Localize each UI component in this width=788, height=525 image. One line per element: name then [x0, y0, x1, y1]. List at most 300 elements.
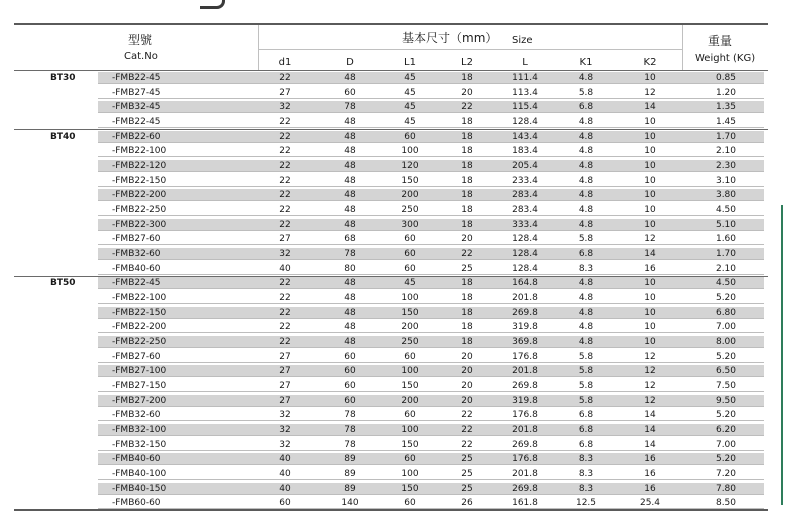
cell-L1: 250	[401, 204, 419, 215]
header-col-K1: K1	[579, 57, 593, 68]
cell-L2: 18	[461, 161, 473, 171]
cell-d1: 22	[279, 204, 291, 215]
cell-L2: 20	[461, 234, 473, 245]
cell-L1: 200	[401, 395, 419, 406]
cell-K2: 10	[644, 175, 656, 186]
cell-K1: 4.8	[578, 322, 594, 333]
cell-L1: 200	[401, 322, 419, 333]
cell-d1: 22	[279, 292, 291, 303]
cell-K1: 5.8	[578, 366, 594, 377]
cell-L: 164.8	[512, 278, 538, 289]
cell-L1: 150	[401, 307, 419, 318]
table-row	[0, 351, 788, 363]
cell-D: 80	[344, 263, 356, 274]
cell-w: 3.80	[715, 190, 737, 201]
table-row	[0, 395, 788, 407]
cell-K1: 4.8	[578, 175, 594, 186]
cell-w: 6.50	[715, 366, 737, 377]
cell-w: 1.70	[715, 248, 737, 259]
cell-w: 1.45	[715, 117, 737, 127]
cell-w: 1.70	[715, 131, 737, 142]
cell-K1: 5.8	[578, 380, 594, 391]
cell-K1: 6.8	[578, 439, 594, 450]
cell-D: 140	[341, 498, 359, 509]
cell-d1: 22	[279, 190, 291, 201]
header-cat-no: Cat.No	[124, 51, 158, 62]
cell-d1: 32	[279, 439, 291, 450]
cell-w: 5.10	[715, 219, 737, 230]
table-row	[0, 483, 788, 495]
cell-L: 201.8	[512, 366, 538, 377]
cell-D: 48	[344, 278, 356, 289]
cell-L: 128.4	[512, 248, 538, 259]
cell-L: 269.8	[512, 439, 538, 450]
cell-L2: 20	[461, 87, 473, 98]
cell-d1: 27	[279, 234, 291, 245]
table-row	[0, 424, 788, 436]
cell-K1: 12.5	[575, 498, 597, 509]
cell-L: 205.4	[512, 161, 538, 171]
cell-L: 201.8	[512, 292, 538, 303]
cell-L2: 18	[461, 322, 473, 333]
cell-K1: 5.8	[578, 395, 594, 406]
cell-L1: 100	[401, 424, 419, 435]
cell-L2: 18	[461, 292, 473, 303]
cell-L1: 60	[404, 351, 416, 362]
cell-K2: 10	[644, 131, 656, 142]
table-row	[0, 409, 788, 421]
cell-cat-no: -FMB40-150	[112, 483, 167, 494]
cell-L2: 18	[461, 336, 473, 347]
cell-d1: 32	[279, 424, 291, 435]
cell-d1: 22	[279, 322, 291, 333]
cell-cat-no: -FMB22-100	[112, 292, 167, 303]
cell-D: 78	[344, 439, 356, 450]
cell-d1: 40	[279, 468, 291, 479]
cell-L1: 45	[404, 102, 416, 113]
group-label: BT40	[50, 131, 76, 142]
cell-L1: 60	[404, 498, 416, 509]
cell-L2: 22	[461, 248, 473, 259]
cell-D: 60	[344, 366, 356, 377]
header-col-L: L	[522, 57, 528, 68]
table-row	[0, 233, 788, 245]
cell-cat-no: -FMB32-60	[112, 410, 161, 421]
cell-L1: 150	[401, 175, 419, 186]
cell-L2: 22	[461, 439, 473, 450]
cell-w: 9.50	[715, 395, 737, 406]
cell-D: 48	[344, 204, 356, 215]
cell-D: 48	[344, 190, 356, 201]
table-row	[0, 160, 788, 172]
cell-K2: 10	[644, 278, 656, 289]
header-weight-cn: 重量	[708, 34, 733, 48]
cell-w: 7.80	[715, 483, 737, 494]
cell-K2: 16	[644, 263, 656, 274]
header-model-cn: 型號	[128, 33, 153, 47]
cell-d1: 40	[279, 483, 291, 494]
cell-L1: 150	[401, 483, 419, 494]
cell-cat-no: -FMB32-100	[112, 424, 167, 435]
cell-w: 7.20	[715, 468, 737, 479]
cell-cat-no: -FMB22-150	[112, 307, 167, 318]
cell-K1: 8.3	[578, 468, 594, 479]
cell-L: 319.8	[512, 322, 538, 333]
cell-L2: 25	[461, 483, 473, 494]
cell-D: 60	[344, 395, 356, 406]
header-col-K2: K2	[643, 57, 657, 68]
cell-w: 3.10	[715, 175, 737, 186]
cell-K1: 4.8	[578, 146, 594, 157]
cell-L1: 60	[404, 454, 416, 465]
cell-L2: 20	[461, 380, 473, 391]
cell-cat-no: -FMB27-150	[112, 380, 167, 391]
cell-K2: 14	[644, 439, 656, 450]
cell-K1: 4.8	[578, 336, 594, 347]
table-row	[0, 439, 788, 451]
cell-K2: 10	[644, 146, 656, 157]
cell-cat-no: -FMB22-250	[112, 336, 167, 347]
cell-L1: 100	[401, 292, 419, 303]
cell-K1: 4.8	[578, 219, 594, 230]
cell-L: 369.8	[512, 336, 538, 347]
cell-K1: 8.3	[578, 454, 594, 465]
cell-d1: 32	[279, 102, 291, 113]
cell-L2: 26	[461, 498, 473, 509]
cell-L2: 18	[461, 117, 473, 127]
cell-d1: 22	[279, 336, 291, 347]
cell-L: 319.8	[512, 395, 538, 406]
cell-L1: 200	[401, 190, 419, 201]
cell-w: 1.35	[715, 102, 737, 113]
cell-L1: 45	[404, 117, 416, 127]
cell-L1: 60	[404, 234, 416, 245]
cell-K2: 10	[644, 204, 656, 215]
cell-cat-no: -FMB27-100	[112, 366, 167, 377]
cell-K2: 12	[644, 395, 656, 406]
cell-L: 128.4	[512, 234, 538, 245]
cell-d1: 22	[279, 131, 291, 142]
cell-D: 48	[344, 73, 356, 83]
cell-w: 8.00	[715, 336, 737, 347]
header-divider	[258, 25, 259, 70]
cell-d1: 22	[279, 117, 291, 127]
cell-w: 7.50	[715, 380, 737, 391]
header-col-L1: L1	[404, 57, 416, 68]
cell-cat-no: -FMB40-100	[112, 468, 167, 479]
table-row	[0, 277, 788, 289]
cell-cat-no: -FMB32-60	[112, 248, 161, 259]
cell-L1: 60	[404, 263, 416, 274]
cell-D: 78	[344, 102, 356, 113]
cell-L2: 18	[461, 204, 473, 215]
cell-d1: 40	[279, 454, 291, 465]
cell-cat-no: -FMB32-45	[112, 102, 161, 113]
table-bottom-rule	[14, 509, 768, 511]
cell-cat-no: -FMB27-200	[112, 395, 167, 406]
cell-w: 8.50	[715, 498, 737, 509]
cell-cat-no: -FMB22-45	[112, 117, 161, 127]
cell-L1: 100	[401, 146, 419, 157]
cell-cat-no: -FMB22-100	[112, 146, 167, 157]
cell-L2: 22	[461, 410, 473, 421]
cell-L1: 60	[404, 131, 416, 142]
table-row	[0, 131, 788, 143]
cell-L1: 45	[404, 87, 416, 98]
cell-L2: 18	[461, 146, 473, 157]
cell-K2: 12	[644, 380, 656, 391]
cell-L: 113.4	[512, 87, 538, 98]
cell-cat-no: -FMB27-45	[112, 87, 161, 98]
table-row	[0, 453, 788, 465]
cell-D: 78	[344, 248, 356, 259]
cell-L: 269.8	[512, 380, 538, 391]
cell-w: 5.20	[715, 410, 737, 421]
cell-w: 0.85	[715, 73, 737, 83]
cell-L: 269.8	[512, 307, 538, 318]
cell-L1: 60	[404, 248, 416, 259]
cell-K1: 4.8	[578, 190, 594, 201]
cell-w: 5.20	[715, 454, 737, 465]
cell-L2: 20	[461, 366, 473, 377]
cell-K2: 14	[644, 102, 656, 113]
cell-K2: 16	[644, 468, 656, 479]
cell-d1: 22	[279, 161, 291, 171]
cell-L2: 22	[461, 424, 473, 435]
cell-K2: 10	[644, 322, 656, 333]
cell-D: 60	[344, 351, 356, 362]
cell-cat-no: -FMB22-60	[112, 131, 161, 142]
cell-L1: 300	[401, 219, 419, 230]
cell-L2: 18	[461, 73, 473, 83]
cell-d1: 60	[279, 498, 291, 509]
cell-d1: 22	[279, 278, 291, 289]
table-top-rule	[14, 23, 768, 25]
cell-L1: 250	[401, 336, 419, 347]
cell-d1: 22	[279, 146, 291, 157]
cell-L: 176.8	[512, 410, 538, 421]
cell-D: 48	[344, 175, 356, 186]
cell-L: 201.8	[512, 468, 538, 479]
header-bottom-rule	[14, 70, 768, 71]
cell-K1: 4.8	[578, 204, 594, 215]
table-row	[0, 87, 788, 99]
cell-K1: 4.8	[578, 117, 594, 127]
cell-D: 89	[344, 468, 356, 479]
cell-cat-no: -FMB22-200	[112, 322, 167, 333]
table-row	[0, 497, 788, 509]
cell-L1: 120	[401, 161, 419, 171]
cell-cat-no: -FMB40-60	[112, 263, 161, 274]
cell-L2: 25	[461, 263, 473, 274]
cell-w: 6.80	[715, 307, 737, 318]
cell-K1: 5.8	[578, 351, 594, 362]
cell-d1: 22	[279, 175, 291, 186]
header-weight-en: Weight (KG)	[695, 53, 756, 64]
table-row	[0, 175, 788, 187]
cell-D: 48	[344, 161, 356, 171]
cell-d1: 27	[279, 366, 291, 377]
cell-L1: 150	[401, 439, 419, 450]
cell-K2: 12	[644, 87, 656, 98]
cell-D: 48	[344, 307, 356, 318]
cell-L1: 100	[401, 468, 419, 479]
cell-L: 176.8	[512, 454, 538, 465]
cell-w: 1.60	[715, 234, 737, 245]
cell-L: 283.4	[512, 204, 538, 215]
cell-L: 128.4	[512, 263, 538, 274]
cell-d1: 40	[279, 263, 291, 274]
cell-L: 176.8	[512, 351, 538, 362]
cell-K2: 14	[644, 248, 656, 259]
cell-cat-no: -FMB22-45	[112, 278, 161, 289]
cell-D: 78	[344, 424, 356, 435]
cell-L2: 18	[461, 131, 473, 142]
cell-D: 60	[344, 87, 356, 98]
cell-K1: 4.8	[578, 292, 594, 303]
table-row	[0, 204, 788, 216]
cell-K2: 10	[644, 117, 656, 127]
logo-fragment	[200, 0, 225, 9]
table-row	[0, 365, 788, 377]
cell-K2: 12	[644, 366, 656, 377]
table-row	[0, 336, 788, 348]
edge-mark	[781, 205, 783, 505]
cell-D: 48	[344, 117, 356, 127]
cell-K2: 16	[644, 454, 656, 465]
cell-w: 2.10	[715, 146, 737, 157]
cell-L: 269.8	[512, 483, 538, 494]
cell-w: 5.20	[715, 292, 737, 303]
table-row	[0, 380, 788, 392]
cell-D: 60	[344, 380, 356, 391]
cell-w: 7.00	[715, 322, 737, 333]
cell-L2: 25	[461, 468, 473, 479]
cell-L: 143.4	[512, 131, 538, 142]
header-dims-cn: 基本尺寸（mm）	[402, 31, 498, 45]
cell-K1: 4.8	[578, 73, 594, 83]
group-label: BT30	[50, 73, 76, 83]
cell-K1: 5.8	[578, 87, 594, 98]
cell-d1: 27	[279, 351, 291, 362]
cell-K2: 12	[644, 234, 656, 245]
cell-D: 48	[344, 292, 356, 303]
cell-cat-no: -FMB22-250	[112, 204, 167, 215]
cell-L: 115.4	[512, 102, 538, 113]
table-row	[0, 116, 788, 128]
table-row	[0, 72, 788, 84]
cell-d1: 27	[279, 395, 291, 406]
cell-cat-no: -FMB22-150	[112, 175, 167, 186]
cell-d1: 22	[279, 219, 291, 230]
cell-K2: 14	[644, 424, 656, 435]
cell-L: 161.8	[512, 498, 538, 509]
header-col-D: D	[346, 57, 354, 68]
cell-K2: 10	[644, 73, 656, 83]
cell-K2: 10	[644, 190, 656, 201]
cell-cat-no: -FMB32-150	[112, 439, 167, 450]
cell-L2: 18	[461, 278, 473, 289]
cell-L: 201.8	[512, 424, 538, 435]
cell-K2: 25.4	[639, 498, 661, 509]
cell-K1: 6.8	[578, 410, 594, 421]
cell-L1: 60	[404, 410, 416, 421]
cell-cat-no: -FMB27-60	[112, 351, 161, 362]
cell-cat-no: -FMB22-300	[112, 219, 167, 230]
cell-cat-no: -FMB40-60	[112, 454, 161, 465]
table-row	[0, 263, 788, 275]
table-row	[0, 101, 788, 113]
cell-L2: 18	[461, 175, 473, 186]
cell-K2: 12	[644, 351, 656, 362]
cell-L2: 22	[461, 102, 473, 113]
cell-K1: 8.3	[578, 483, 594, 494]
cell-L2: 20	[461, 395, 473, 406]
cell-cat-no: -FMB22-200	[112, 190, 167, 201]
cell-D: 48	[344, 322, 356, 333]
cell-w: 6.20	[715, 424, 737, 435]
cell-D: 48	[344, 131, 356, 142]
table-row	[0, 189, 788, 201]
table-row	[0, 321, 788, 333]
cell-K1: 4.8	[578, 161, 594, 171]
cell-cat-no: -FMB27-60	[112, 234, 161, 245]
cell-d1: 32	[279, 410, 291, 421]
cell-K1: 5.8	[578, 234, 594, 245]
cell-L2: 18	[461, 307, 473, 318]
group-label: BT50	[50, 278, 76, 289]
cell-D: 68	[344, 234, 356, 245]
cell-K2: 10	[644, 219, 656, 230]
cell-K1: 4.8	[578, 278, 594, 289]
header-subrule	[258, 49, 682, 50]
cell-D: 48	[344, 146, 356, 157]
table-row	[0, 145, 788, 157]
cell-w: 2.10	[715, 263, 737, 274]
cell-w: 2.30	[715, 161, 737, 171]
cell-K2: 10	[644, 292, 656, 303]
header-divider	[682, 25, 683, 70]
cell-L2: 18	[461, 219, 473, 230]
cell-L2: 18	[461, 190, 473, 201]
cell-K1: 6.8	[578, 248, 594, 259]
cell-L1: 45	[404, 278, 416, 289]
cell-cat-no: -FMB22-120	[112, 161, 167, 171]
table-row	[0, 248, 788, 260]
cell-D: 89	[344, 454, 356, 465]
cell-w: 7.00	[715, 439, 737, 450]
cell-L1: 45	[404, 73, 416, 83]
cell-D: 48	[344, 336, 356, 347]
cell-L2: 20	[461, 351, 473, 362]
cell-L: 333.4	[512, 219, 538, 230]
header-col-L2: L2	[461, 57, 473, 68]
cell-D: 89	[344, 483, 356, 494]
cell-w: 4.50	[715, 278, 737, 289]
table-row	[0, 219, 788, 231]
header-col-d1: d1	[278, 57, 292, 68]
cell-d1: 22	[279, 307, 291, 318]
cell-w: 5.20	[715, 351, 737, 362]
table-row	[0, 292, 788, 304]
cell-d1: 32	[279, 248, 291, 259]
cell-D: 48	[344, 219, 356, 230]
cell-K2: 10	[644, 161, 656, 171]
cell-K2: 10	[644, 336, 656, 347]
table-row	[0, 468, 788, 480]
cell-K2: 14	[644, 410, 656, 421]
cell-cat-no: -FMB22-45	[112, 73, 161, 83]
